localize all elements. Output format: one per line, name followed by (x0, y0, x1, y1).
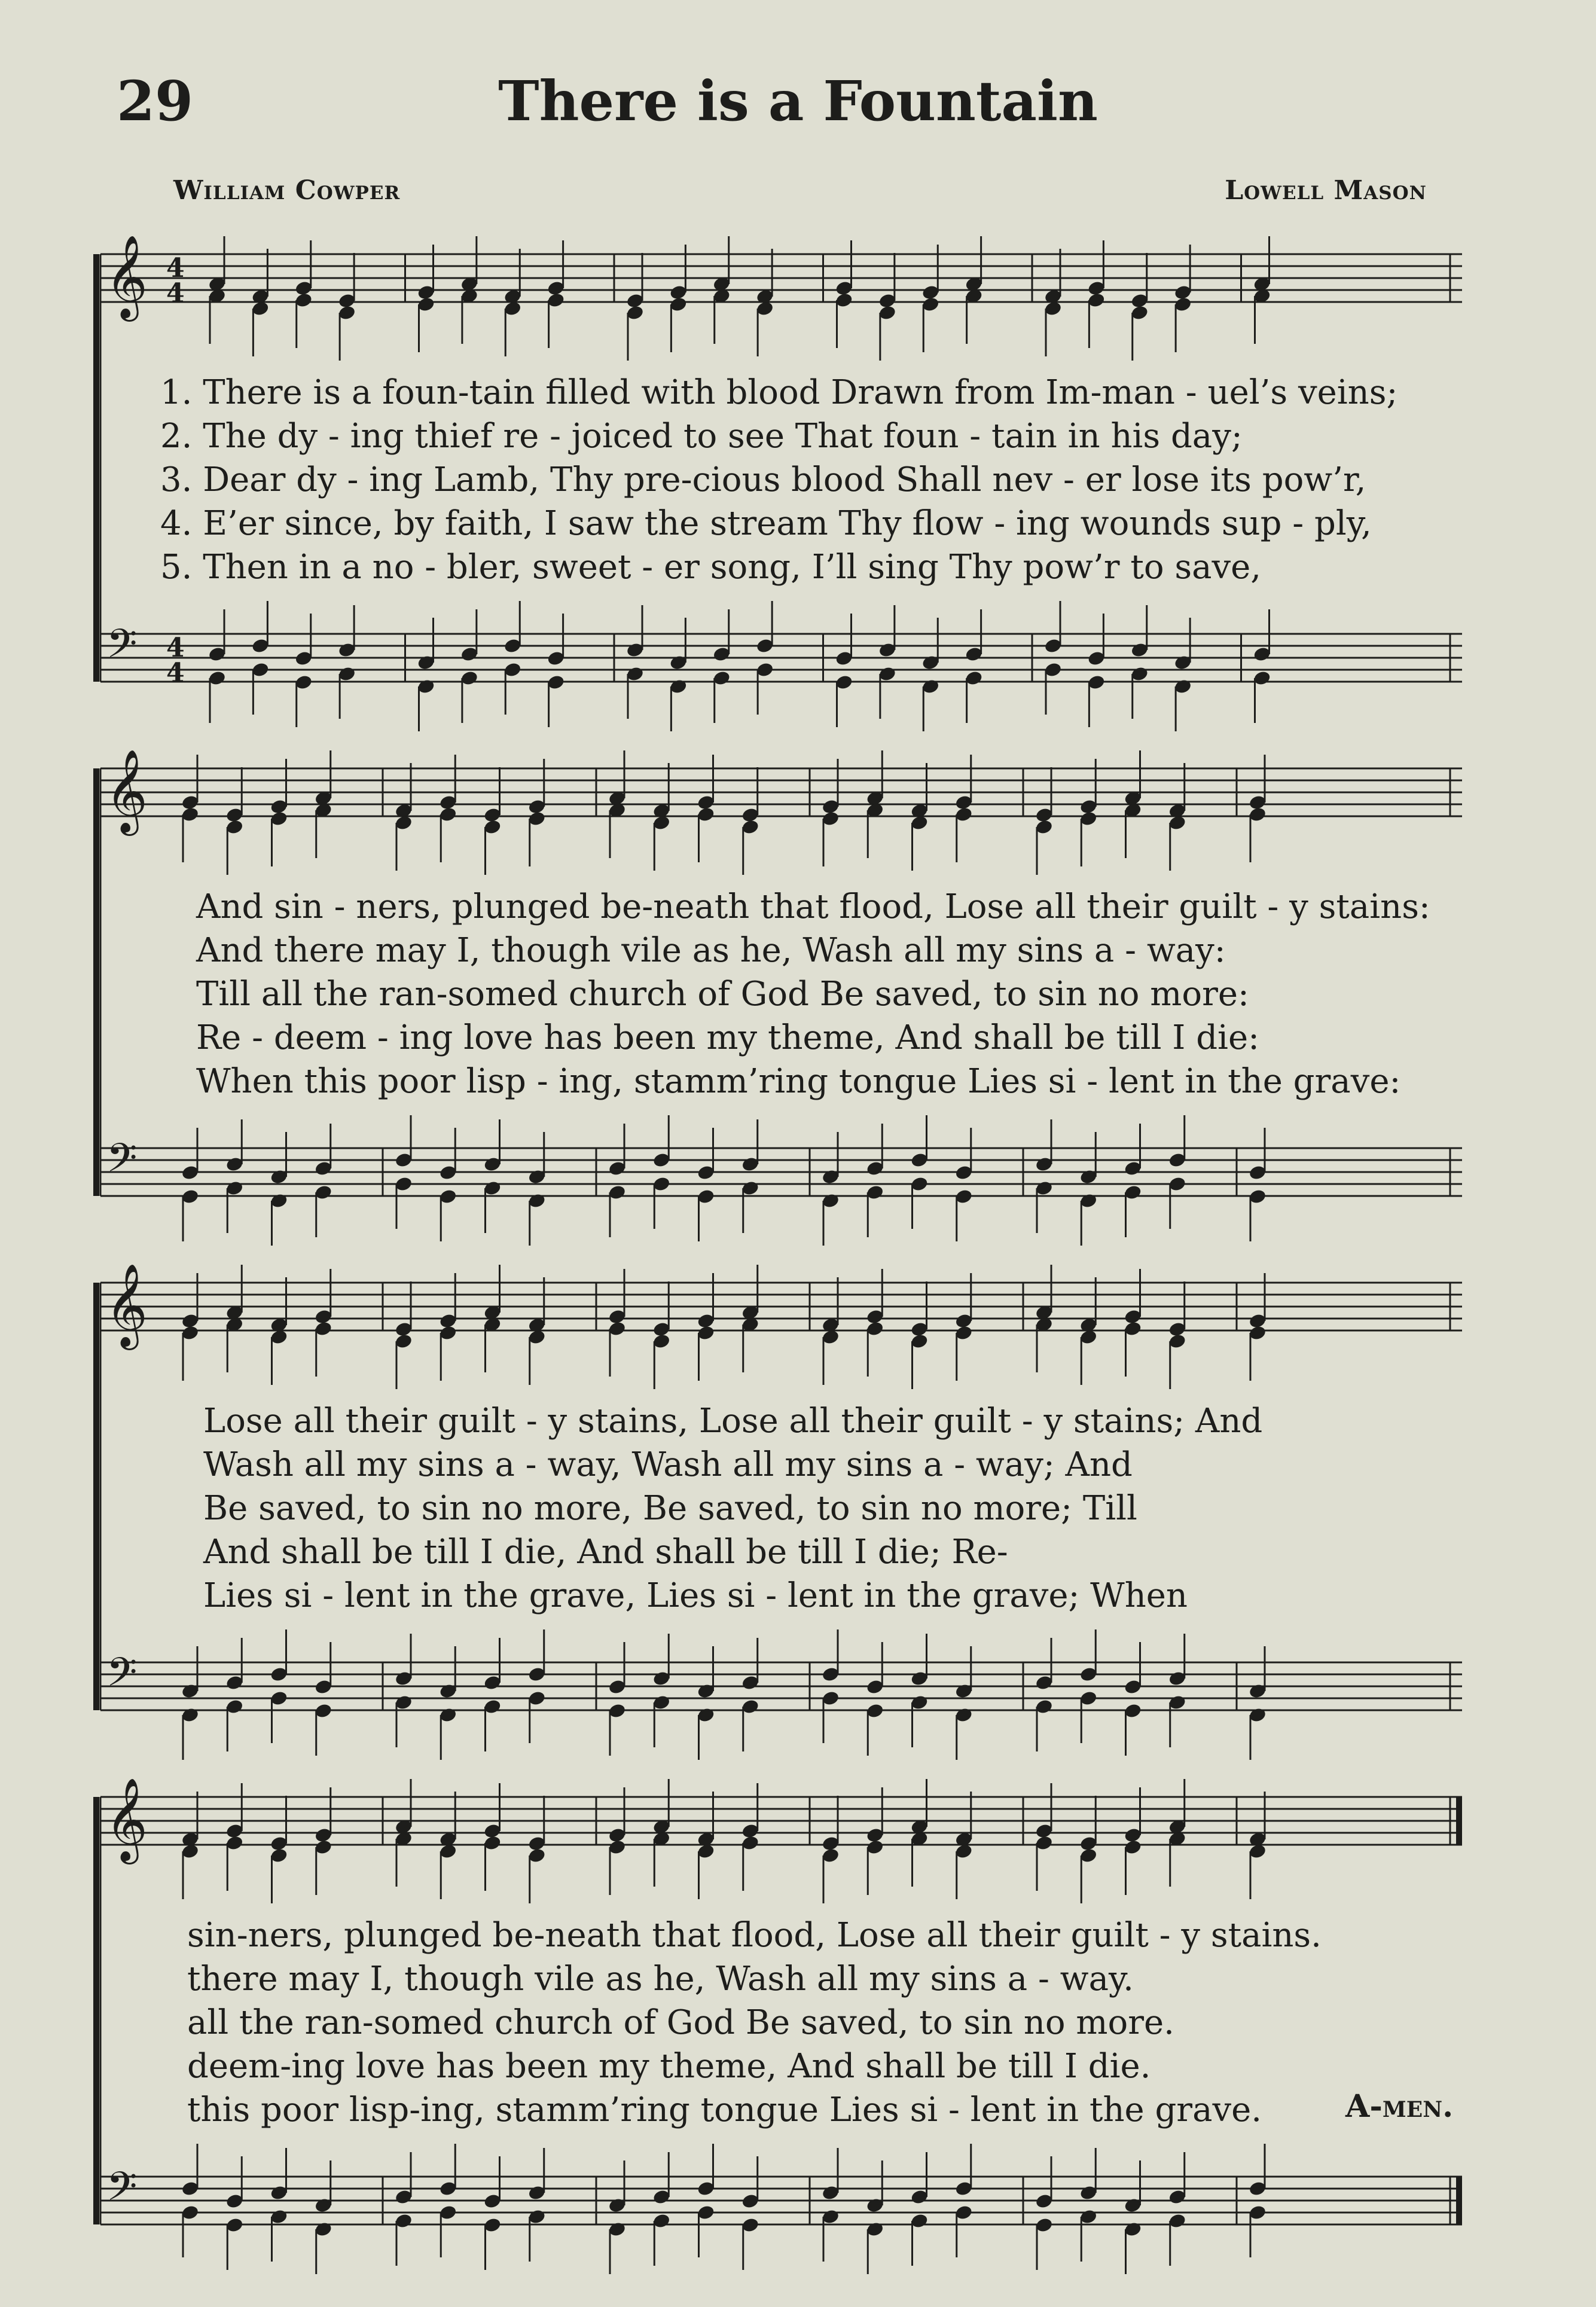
bass-clef-icon: 𝄢 (106, 621, 138, 676)
amen-label: A-men. (1345, 2088, 1454, 2125)
lyric-line: And there may I, though vile as he, Wash all my sins a - way: (196, 931, 1226, 970)
system-bracket (93, 254, 99, 682)
lyric-line: there may I, though vile as he, Wash all my sins a - way. (187, 1960, 1134, 1998)
lyric-line: Lies si - lent in the grave, Lies si - lent in the grave; When (203, 1576, 1188, 1615)
lyric-line: 4. E’er since, by faith, I saw the stream Thy flow - ing wounds sup - ply, (160, 504, 1372, 543)
system-3 (0, 1256, 1596, 1770)
lyric-line: this poor lisp-ing, stamm’ring tongue Lies si - lent in the grave. (187, 2091, 1262, 2129)
lyric-line: And sin - ners, plunged be-neath that flood, Lose all their guilt - y stains: (196, 887, 1430, 926)
time-signature-top: 4 (166, 253, 185, 283)
lyrics-block (196, 885, 1430, 1103)
treble-clef-icon: 𝄞 (105, 235, 148, 318)
time-signature-top: 4 (166, 633, 185, 663)
lyric-line: deem-ing love has been my theme, And shall be till I die. (187, 2047, 1151, 2086)
lyric-line: 2. The dy - ing thief re - joiced to see That foun - tain in his day; (160, 417, 1243, 456)
treble-clef-icon: 𝄞 (105, 1778, 148, 1861)
lyric-line: Wash all my sins a - way, Wash all my sins a - way; And (203, 1445, 1133, 1484)
lyrics-block (160, 371, 1397, 589)
lyrics-block (203, 1399, 1262, 1618)
lyric-line: And shall be till I die, And shall be till I die; Re- (203, 1533, 1008, 1571)
bass-clef-icon: 𝄢 (106, 2163, 138, 2219)
treble-clef-icon: 𝄞 (105, 749, 148, 832)
bass-clef-icon: 𝄢 (106, 1135, 138, 1191)
lyric-line: Lose all their guilt - y stains, Lose all their guilt - y stains; And (203, 1402, 1263, 1441)
lyric-line: 5. Then in a no - bler, sweet - er song, I’ll sing Thy pow’r to save, (160, 548, 1262, 587)
lyric-line: Re - deem - ing love has been my theme, And shall be till I die: (196, 1018, 1259, 1057)
lyric-line: sin-ners, plunged be-neath that flood, Lose all their guilt - y stains. (187, 1916, 1322, 1955)
lyric-line: 3. Dear dy - ing Lamb, Thy pre-cious blood Shall nev - er lose its pow’r, (160, 460, 1366, 499)
treble-clef-icon: 𝄞 (105, 1264, 148, 1347)
system-1 (0, 227, 1596, 741)
bass-clef-icon: 𝄢 (106, 1649, 138, 1705)
hymn-title: There is a Fountain (498, 69, 1098, 133)
lyric-line: 1. There is a foun-tain filled with blood Drawn from Im-man - uel’s veins; (160, 373, 1398, 412)
final-barline (1456, 1797, 1462, 1845)
lyric-line: Be saved, to sin no more, Be saved, to sin no more; Till (203, 1489, 1137, 1528)
lyric-line: Till all the ran-somed church of God Be saved, to sin no more: (196, 975, 1249, 1014)
system-bracket (93, 1797, 99, 2224)
music-credit: Lowell Mason (1225, 175, 1427, 206)
system-4 (0, 1770, 1596, 2284)
lyrics-block (187, 1914, 1322, 2132)
final-barline (1456, 2177, 1462, 2224)
words-credit: William Cowper (173, 175, 401, 206)
system-2 (0, 741, 1596, 1256)
lyric-line: When this poor lisp - ing, stamm’ring tongue Lies si - lent in the grave: (196, 1062, 1401, 1101)
lyric-line: all the ran-somed church of God Be saved, to sin no more. (187, 2003, 1174, 2042)
time-signature-bottom: 4 (166, 658, 185, 688)
system-bracket (93, 1283, 99, 1710)
time-signature-bottom: 4 (166, 278, 185, 309)
hymn-number: 29 (117, 69, 194, 133)
system-bracket (93, 768, 99, 1196)
